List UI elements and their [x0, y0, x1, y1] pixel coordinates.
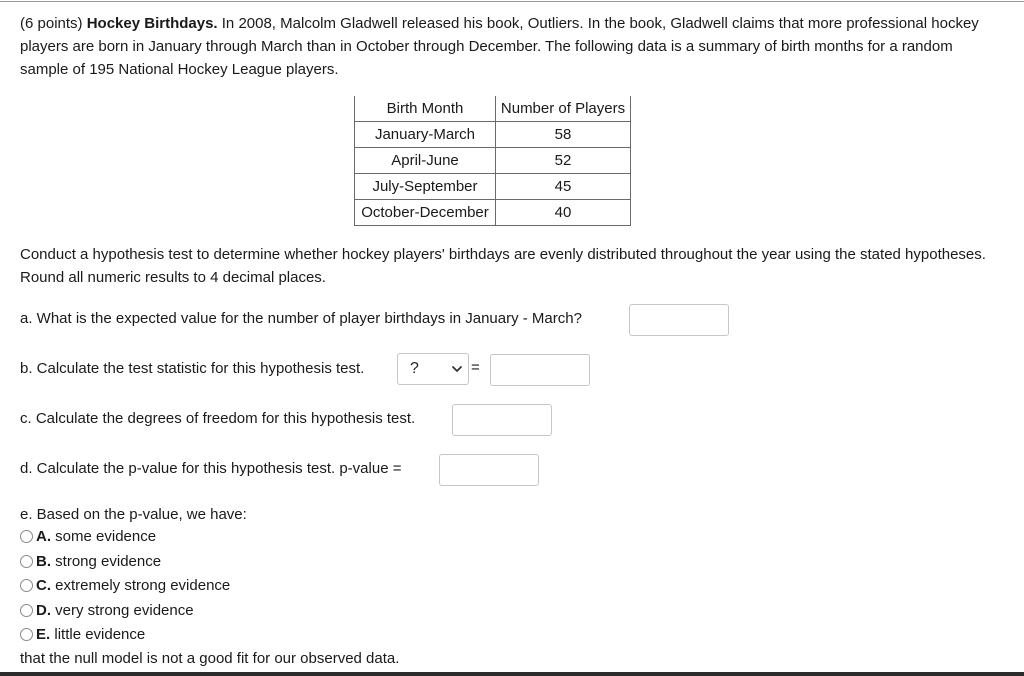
- question-a-label: a. What is the expected value for the number of player birthdays in January - March?: [20, 310, 582, 327]
- radio-button-a[interactable]: [20, 530, 33, 543]
- bottom-divider: [0, 672, 1024, 676]
- table-row: [355, 122, 631, 148]
- table-cell-month: April-June: [355, 148, 496, 174]
- option-text: little evidence: [50, 626, 146, 643]
- table-cell-month: October-December: [355, 200, 496, 226]
- option-letter: E.: [36, 626, 51, 643]
- option-c[interactable]: [20, 575, 230, 597]
- table-cell-count: 40: [496, 200, 631, 226]
- chevron-down-icon: [451, 362, 463, 376]
- option-a[interactable]: [20, 526, 156, 548]
- equals-sign: =: [471, 359, 480, 376]
- expected-value-input[interactable]: [629, 304, 729, 336]
- table-header-number-of-players: Number of Players: [496, 96, 631, 122]
- conclusion-text: that the null model is not a good fit for our observed data.: [20, 650, 400, 667]
- option-letter: A.: [36, 528, 51, 545]
- option-b[interactable]: [20, 551, 161, 573]
- question-c-label: c. Calculate the degrees of freedom for this hypothesis test.: [20, 410, 416, 427]
- top-divider: [0, 1, 1024, 2]
- birth-month-table: [354, 96, 631, 226]
- instructions-paragraph: Conduct a hypothesis test to determine whether hockey players' birthdays are evenly distributed throughout the year using the stated hypotheses. Round all numeric results to 4 decimal places.: [20, 246, 986, 286]
- radio-button-c[interactable]: [20, 579, 33, 592]
- option-letter: B.: [36, 553, 51, 570]
- table-cell-month: January-March: [355, 122, 496, 148]
- p-value-input[interactable]: [439, 454, 539, 486]
- intro-paragraph: [20, 12, 1005, 81]
- option-e[interactable]: [20, 624, 145, 646]
- radio-button-d[interactable]: [20, 604, 33, 617]
- option-text: very strong evidence: [51, 602, 194, 619]
- option-d[interactable]: [20, 600, 194, 622]
- question-b-label: b. Calculate the test statistic for this hypothesis test.: [20, 360, 365, 377]
- radio-button-b[interactable]: [20, 555, 33, 568]
- question-d-label: d. Calculate the p-value for this hypothesis test. p-value =: [20, 460, 402, 477]
- test-statistic-input[interactable]: [490, 354, 590, 386]
- option-letter: D.: [36, 602, 51, 619]
- table-cell-count: 45: [496, 174, 631, 200]
- test-statistic-select[interactable]: [397, 353, 469, 385]
- degrees-of-freedom-input[interactable]: [452, 404, 552, 436]
- table-cell-count: 58: [496, 122, 631, 148]
- table-row: [355, 200, 631, 226]
- table-row: [355, 174, 631, 200]
- table-header-birth-month: Birth Month: [355, 96, 496, 122]
- option-text: strong evidence: [51, 553, 162, 570]
- points-label: (6 points): [20, 15, 83, 32]
- table-row: [355, 148, 631, 174]
- radio-button-e[interactable]: [20, 628, 33, 641]
- option-letter: C.: [36, 577, 51, 594]
- option-text: some evidence: [51, 528, 157, 545]
- table-cell-month: July-September: [355, 174, 496, 200]
- problem-title: Hockey Birthdays.: [86, 15, 218, 32]
- test-statistic-select-value: ?: [410, 360, 419, 377]
- table-header-row: [355, 96, 631, 122]
- question-e-label: e. Based on the p-value, we have:: [20, 506, 247, 523]
- table-cell-count: 52: [496, 148, 631, 174]
- intro-text: In 2008, Malcolm Gladwell released his book, Outliers. In the book, Gladwell claims that more professional hockey players are born in January through March than in October through December. The following data is a summary of birth months for a random sample of 195 National Hockey League players.: [20, 15, 979, 78]
- option-text: extremely strong evidence: [51, 577, 231, 594]
